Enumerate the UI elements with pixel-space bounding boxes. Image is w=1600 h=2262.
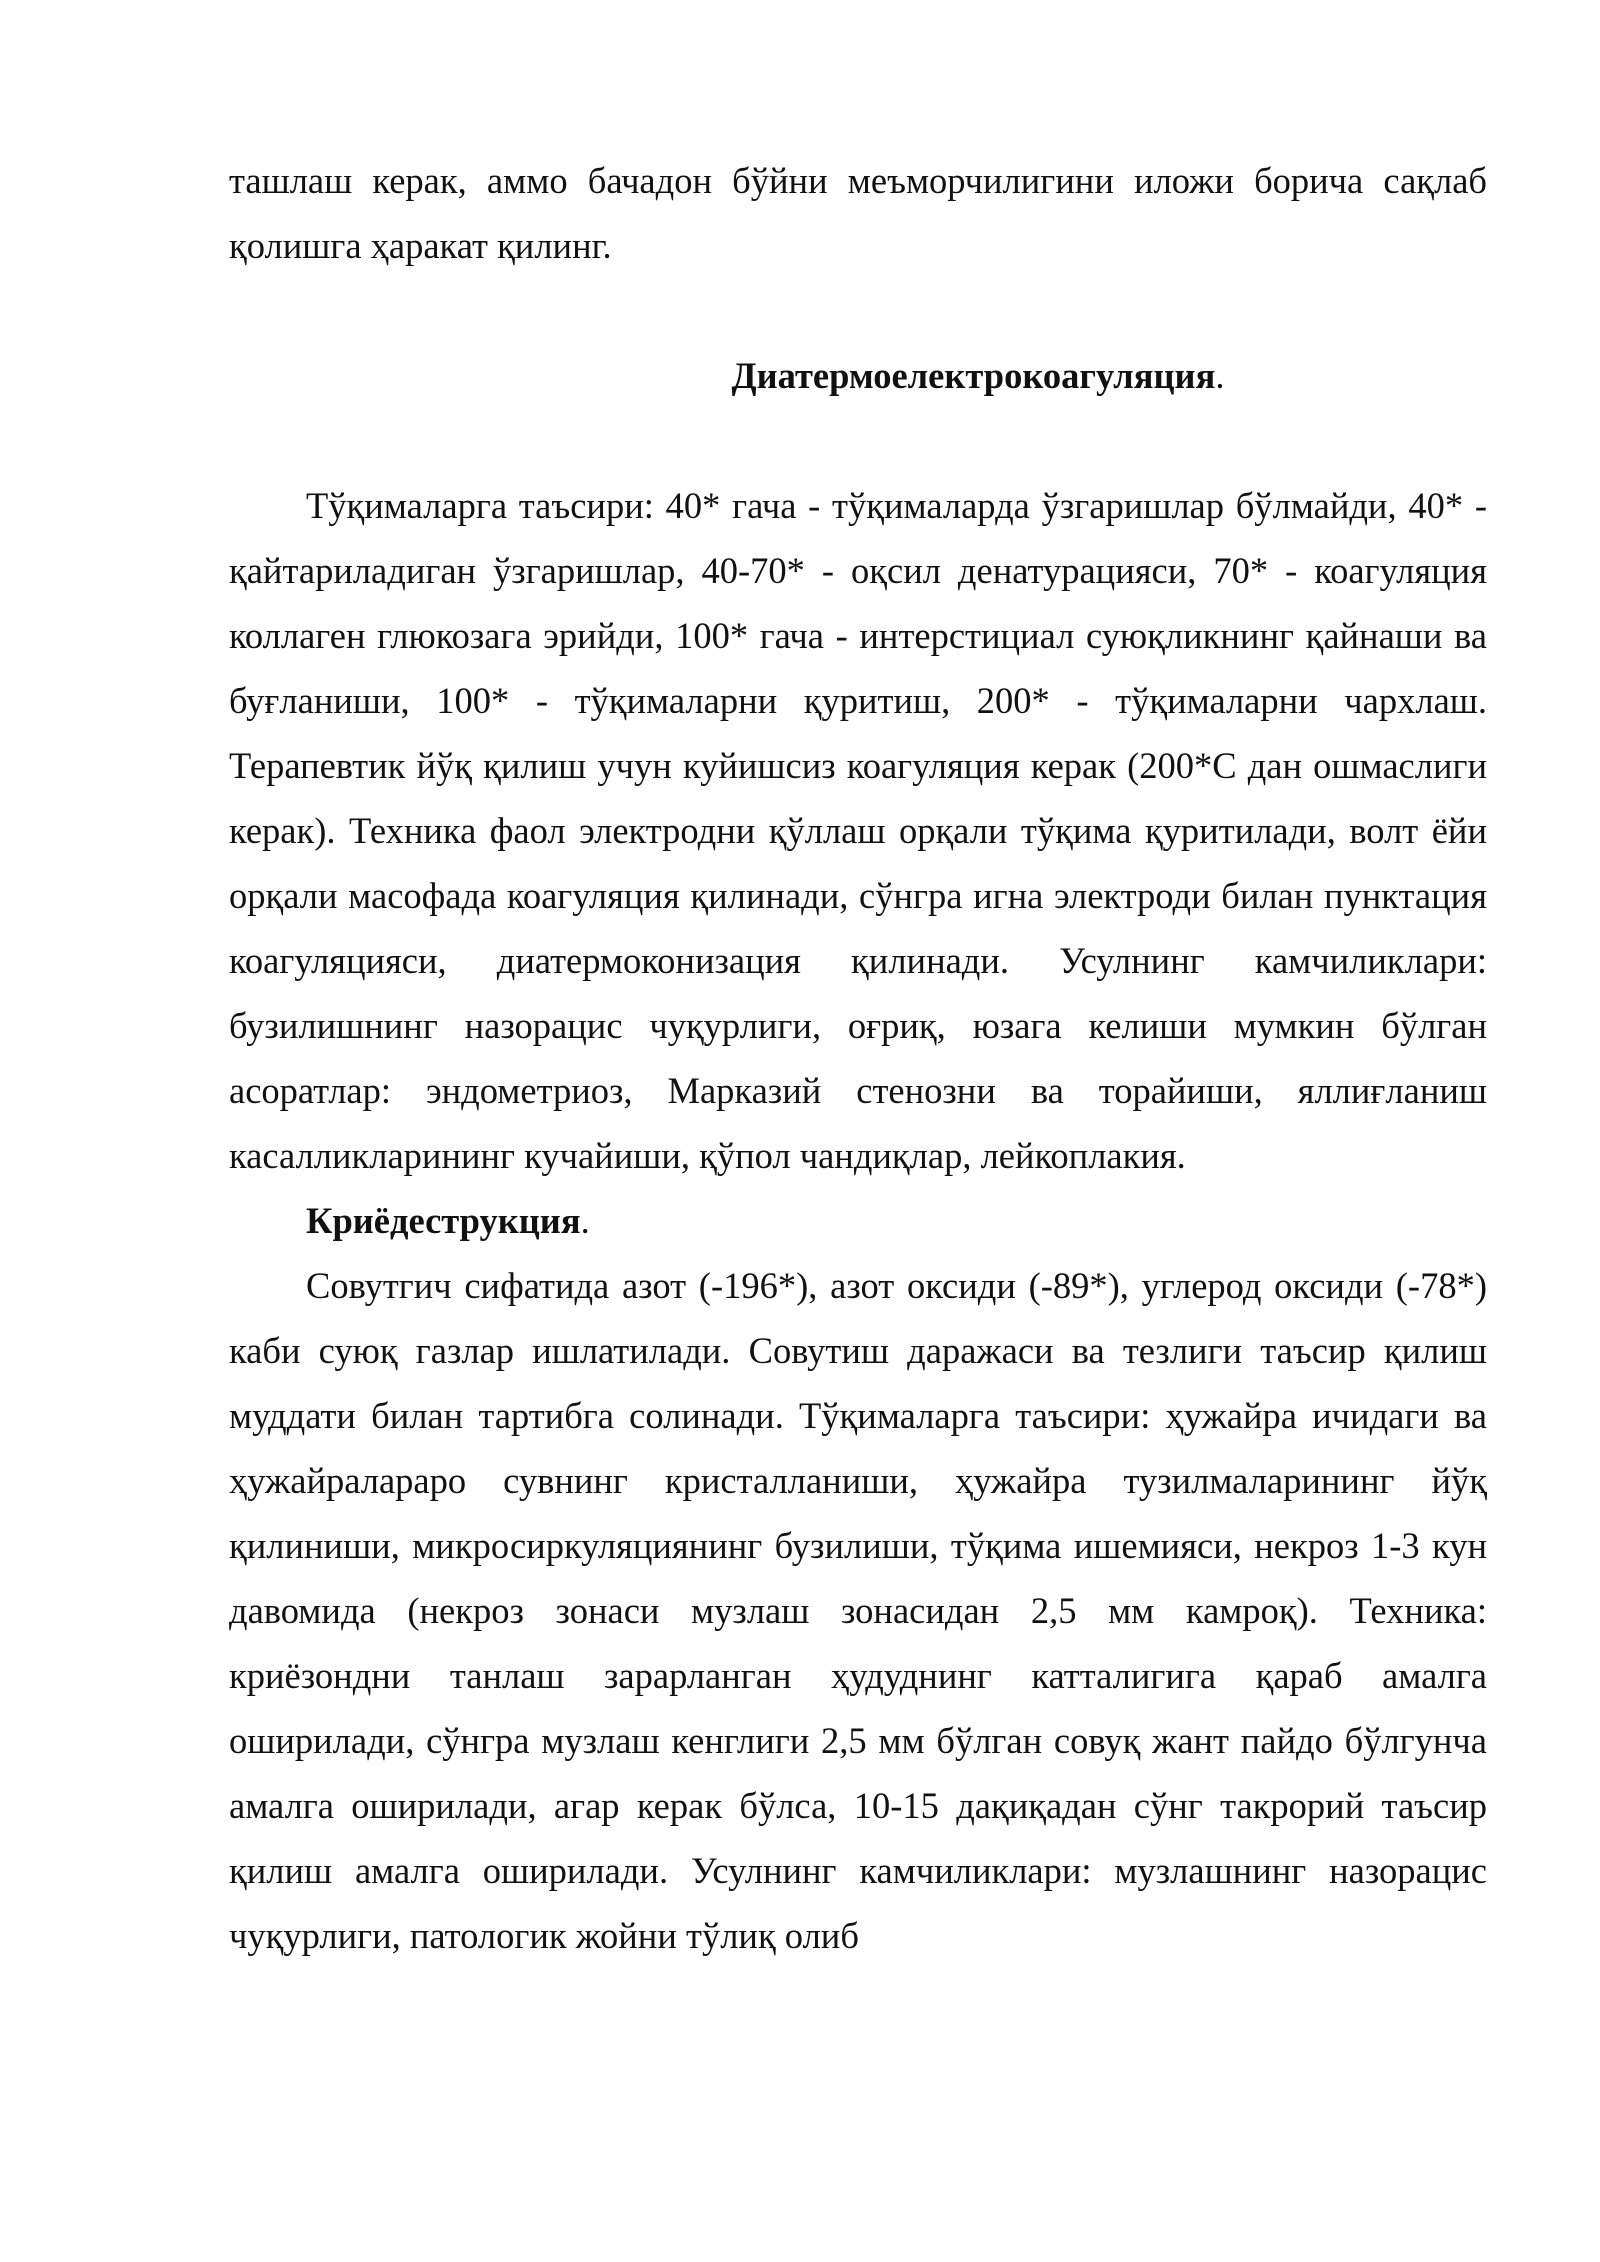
paragraph-diathermo-body: Тўқималарга таъсири: 40* гача - тўқималарда ўзгаришлар бўлмайди, 40* - қайтариладиган ўзгаришлар, 40-70* - оқсил денатурацияси, 70* - коагуляция коллаген глюкозага эрийди, 100* гача - интерстициал суюқликнинг қайнаши ва буғланиши, 100* - тўқималарни қуритиш, 200* - тўқималарни чархлаш. Терапевтик йўқ қилиш учун куйишсиз коагуляция керак (200*С дан ошмаслиги керак). Техника фаол электродни қўллаш орқали тўқима қуритилади, волт ёйи орқали масофада коагуляция қилинади, сўнгра игна электроди билан пунктация коагуляцияси, диатермоконизация қилинади. Усулнинг камчиликлари: бузилишнинг назорацис чуқурлиги, оғриқ, юзага келиши мумкин бўлган асоратлар: эндометриоз, Марказий стенозни ва торайиши, яллиғланиш касалликларининг кучайиши, қўпол чандиқлар, лейкоплакия. bbox=[229, 485, 1487, 1176]
heading-period: . bbox=[580, 1200, 590, 1241]
heading-period: . bbox=[1215, 355, 1225, 396]
section-heading-diathermo bbox=[229, 343, 1487, 408]
heading-text: Криёдеструкция bbox=[306, 1200, 581, 1241]
document-body bbox=[229, 148, 1487, 1968]
section-heading-cryo bbox=[229, 1188, 1487, 1253]
paragraph-cryo-body: Совутгич сифатида азот (-196*), азот оксиди (-89*), углерод оксиди (-78*) каби суюқ газлар ишлатилади. Совутиш даражаси ва тезлиги таъсир қилиш муддати билан тартибга солинади. Тўқималарга таъсири: ҳужайра ичидаги ва ҳужайралараро сувнинг кристалланиши, ҳужайра тузилмаларининг йўқ қилиниши, микросиркуляциянинг бузилиши, тўқима ишемияси, некроз 1-3 кун давомида (некроз зонаси музлаш зонасидан 2,5 мм камроқ). Техника: криёзондни танлаш зарарланган ҳудуднинг катталигига қараб амалга оширилади, сўнгра музлаш кенглиги 2,5 мм бўлган совуқ жант пайдо бўлгунча амалга оширилади, агар керак бўлса, 10-15 дақиқадан сўнг такрорий таъсир қилиш амалга оширилади. Усулнинг камчиликлари: музлашнинг назорацис чуқурлиги, патологик жойни тўлиқ олиб bbox=[229, 1265, 1487, 1956]
paragraph-continuation: ташлаш керак, аммо бачадон бўйни меъморчилигини иложи борича сақлаб қолишга ҳаракат қилинг. bbox=[229, 160, 1487, 266]
heading-text: Диатермоелектрокоагуляция bbox=[731, 355, 1216, 396]
